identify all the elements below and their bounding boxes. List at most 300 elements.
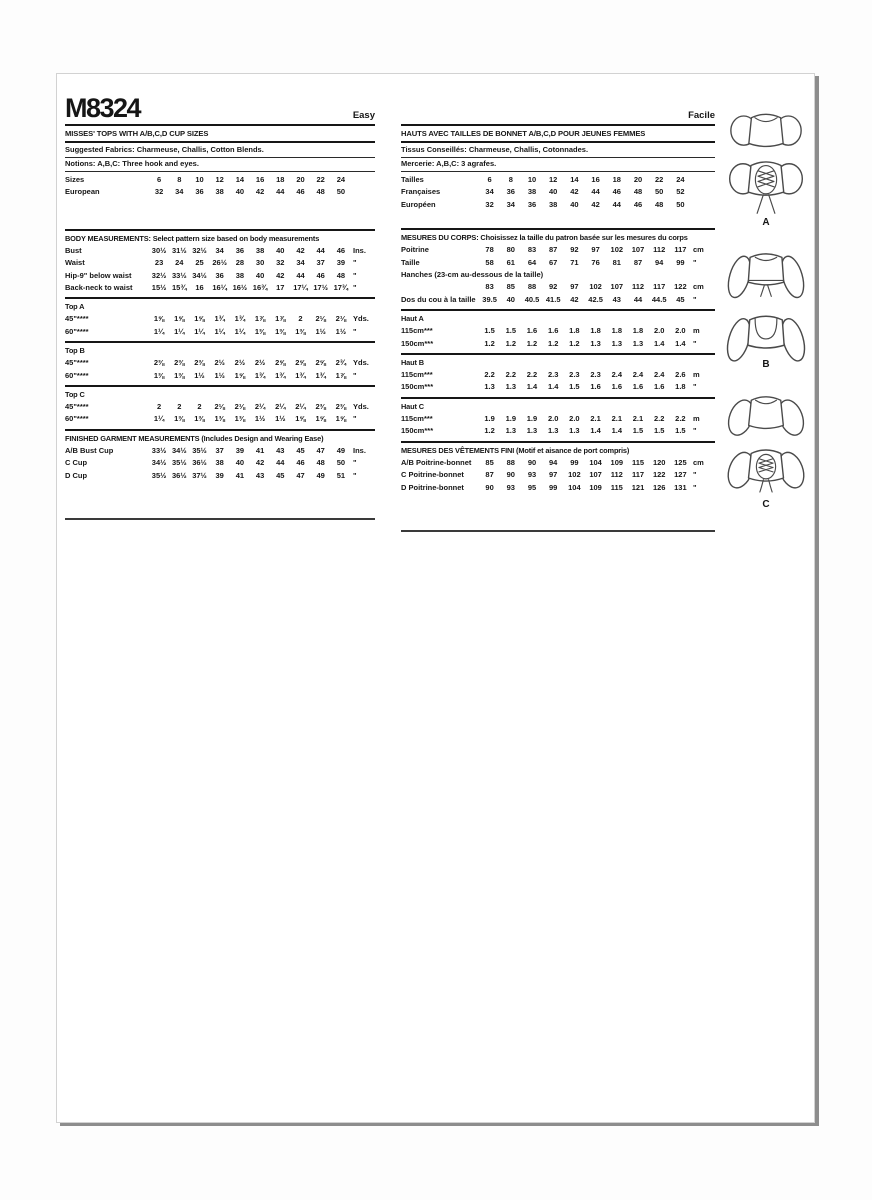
yardage-header-top-c: Top C: [65, 390, 85, 400]
row-value: 40: [549, 187, 558, 197]
row-value: 1⅜: [174, 414, 185, 424]
row-unit: ": [353, 283, 357, 293]
row-value: 2⅝: [315, 358, 326, 368]
row-value: 40: [570, 199, 579, 209]
row-value: 38: [215, 187, 224, 197]
row-unit: Yds.: [353, 358, 369, 368]
row-value: 17¾: [333, 283, 349, 293]
row-label: 45"****: [65, 358, 89, 368]
row-value: 44: [296, 270, 305, 280]
row-value: 1⅞: [275, 314, 286, 324]
yardage-header-top-b: Top B: [65, 346, 85, 356]
row-value: 24: [676, 175, 685, 184]
row-value: 2.4: [632, 370, 644, 380]
row-value: 117: [653, 282, 666, 292]
row-value: 16: [255, 175, 265, 184]
yardage-header-haut-c: Haut C: [401, 401, 424, 411]
row-value: 39: [235, 445, 245, 455]
row-value: 2.1: [611, 413, 622, 423]
table-row: [401, 174, 715, 186]
row-value: 47: [296, 470, 305, 480]
row-value: 1.6: [653, 382, 665, 392]
row-value: 2.2: [653, 413, 665, 423]
row-value: 1.8: [590, 326, 601, 336]
row-value: 1⅝: [234, 370, 246, 380]
row-value: 40: [235, 187, 245, 197]
row-label: A/B Poitrine-bonnet: [401, 457, 472, 467]
row-value: 2¼: [295, 402, 306, 412]
tissus-value: Charmeuse, Challis, Cotonnades.: [468, 144, 589, 154]
row-label: Poitrine: [401, 245, 429, 255]
row-value: 1.9: [505, 413, 516, 423]
row-value: 1.3: [547, 426, 559, 436]
row-label: C Cup: [65, 458, 88, 468]
row-value: 117: [674, 245, 687, 255]
row-label: C Poitrine-bonnet: [401, 470, 464, 480]
row-label: 60"****: [65, 370, 89, 380]
body-measurements-table-fr: [401, 244, 715, 306]
yardage-header-haut-b: Haut B: [401, 358, 424, 368]
row-label: 150cm***: [401, 426, 434, 436]
row-value: 45: [676, 294, 685, 304]
row-value: 131: [674, 482, 687, 492]
table-row: [65, 445, 375, 457]
row-value: 2: [177, 402, 182, 412]
table-row: [65, 270, 375, 282]
row-value: 2⅝: [275, 358, 286, 368]
row-value: 2⅜: [194, 358, 205, 368]
table-row: [65, 470, 375, 482]
row-value: 16¾: [252, 283, 268, 293]
table-row: [65, 313, 375, 325]
row-unit: ": [353, 458, 357, 468]
row-value: 34½: [151, 458, 167, 468]
row-value: 44: [276, 458, 285, 468]
row-unit: ": [353, 470, 357, 480]
yardage-section-top-b: [65, 341, 375, 382]
row-value: 97: [591, 245, 600, 255]
row-value: 1¼: [153, 326, 165, 336]
view-a-label: A: [762, 217, 770, 228]
row-value: 38: [549, 199, 558, 209]
row-value: 87: [549, 245, 558, 255]
row-value: 30½: [151, 245, 167, 255]
table-row: [65, 245, 375, 257]
closing-rule-fr: [401, 530, 715, 532]
row-value: 1.8: [632, 326, 644, 336]
row-value: 1⅜: [174, 370, 185, 380]
row-value: 88: [527, 282, 537, 292]
row-value: 2.1: [590, 413, 601, 423]
row-value: 40: [276, 245, 285, 255]
row-value: 93: [527, 470, 537, 480]
row-value: 30: [255, 258, 265, 268]
row-value: 94: [655, 257, 664, 267]
row-value: 1⅝: [194, 314, 205, 324]
row-value: 36½: [171, 470, 187, 480]
row-value: 22: [316, 175, 325, 184]
finished-garment-table-en: [65, 445, 375, 482]
row-value: 42: [255, 458, 265, 468]
row-value: 44: [316, 245, 325, 255]
row-value: 32½: [151, 270, 167, 280]
row-label: Dos du cou à la taille: [401, 294, 476, 304]
row-value: 50: [676, 199, 685, 209]
row-value: 39.5: [482, 294, 497, 304]
table-row: [65, 186, 375, 198]
row-value: 1¾: [234, 314, 246, 324]
row-value: 99: [676, 257, 685, 267]
row-value: 20: [296, 175, 305, 184]
row-value: 2.2: [505, 370, 516, 380]
row-value: 2.0: [547, 413, 559, 423]
view-c-front-illustration: [725, 389, 807, 441]
row-value: 2.4: [611, 370, 622, 380]
row-value: 81: [612, 257, 621, 267]
table-row: [65, 357, 375, 369]
row-value: 1.8: [569, 326, 580, 336]
row-value: 109: [589, 482, 602, 492]
row-value: 87: [633, 257, 643, 267]
row-value: 1.5: [653, 426, 665, 436]
yardage-section-haut-c: [401, 397, 715, 438]
notions-label: Notions: A,B,C:: [65, 159, 121, 168]
row-label: Hanches (23-cm au-dessous de la taille): [401, 270, 544, 280]
row-value: 102: [589, 282, 602, 292]
row-value: 44: [591, 187, 600, 197]
yardage-section-top-a: [65, 297, 375, 338]
row-value: 83: [527, 245, 537, 255]
row-value: 46: [633, 199, 643, 209]
row-value: 1⅜: [214, 414, 225, 424]
row-label: 115cm***: [401, 326, 433, 336]
row-value: 48: [633, 187, 643, 197]
row-value: 36: [215, 270, 224, 280]
row-value: 117: [631, 470, 645, 480]
yardage-header-top-a: Top A: [65, 302, 85, 312]
row-value: 42: [591, 199, 600, 209]
table-row: [401, 325, 715, 337]
row-value: 36½: [192, 458, 207, 468]
row-value: 18: [276, 175, 285, 184]
row-value: 102: [568, 470, 581, 480]
row-value: 2⅛: [335, 314, 347, 324]
row-value: 1.2: [484, 338, 495, 348]
row-value: 80: [506, 245, 515, 255]
row-value: 2.2: [675, 413, 686, 423]
row-value: 33½: [171, 270, 187, 280]
row-value: 92: [549, 282, 558, 292]
row-label: 45"****: [65, 402, 89, 412]
row-value: 22: [655, 175, 664, 184]
closing-rule-en: [65, 518, 375, 520]
row-value: 2⅛: [214, 402, 225, 412]
row-value: 87: [485, 470, 494, 480]
row-value: 33½: [151, 445, 167, 455]
yardage-section-top-c: [65, 385, 375, 426]
row-value: 90: [527, 457, 537, 467]
row-value: 1.5: [632, 426, 644, 436]
body-measurements-section-fr: [401, 228, 715, 306]
row-value: 1.6: [526, 326, 538, 336]
row-value: 42: [570, 187, 579, 197]
row-value: 2¾: [335, 358, 347, 368]
row-value: 120: [652, 457, 666, 467]
row-value: 6: [157, 175, 162, 184]
row-value: 1.3: [611, 338, 622, 348]
row-value: 2.3: [590, 370, 601, 380]
row-value: 49: [336, 445, 346, 455]
row-value: 1.8: [611, 326, 622, 336]
row-value: 6: [487, 175, 492, 184]
row-unit: m: [693, 326, 700, 336]
row-value: 15¾: [171, 283, 187, 293]
row-value: 1.3: [484, 382, 495, 392]
row-value: 1⅝: [315, 414, 326, 424]
row-value: 1⅝: [153, 314, 165, 324]
row-value: 45: [276, 470, 285, 480]
row-value: 49: [316, 470, 325, 480]
row-label: 150cm***: [401, 338, 434, 348]
table-row: [401, 199, 715, 211]
row-value: 1.5: [569, 382, 580, 392]
row-value: 16: [591, 175, 600, 184]
row-value: 1½: [214, 370, 225, 380]
row-value: 2¼: [254, 402, 266, 412]
row-value: 10: [195, 175, 204, 184]
pattern-envelope-back: [56, 73, 815, 1123]
row-value: 1⅝: [295, 414, 306, 424]
view-c-back-illustration: [725, 443, 807, 499]
row-value: 2⅜: [153, 358, 165, 368]
row-unit: ": [693, 482, 697, 492]
row-unit: ": [693, 382, 697, 392]
row-value: 1½: [275, 414, 286, 424]
row-value: 46: [316, 270, 325, 280]
row-value: 1⅜: [234, 414, 246, 424]
row-value: 2⅛: [315, 314, 326, 324]
row-value: 97: [549, 470, 558, 480]
row-value: 34: [485, 187, 494, 197]
row-value: 1⅝: [335, 414, 347, 424]
row-value: 104: [568, 482, 581, 492]
row-value: 1.2: [569, 338, 580, 348]
row-label: D Poitrine-bonnet: [401, 482, 464, 492]
row-value: 37: [215, 445, 224, 455]
row-value: 46: [336, 245, 346, 255]
row-value: 61: [506, 257, 515, 267]
tissus-line: [401, 143, 715, 158]
row-value: 2.3: [547, 370, 559, 380]
table-row: [65, 401, 375, 413]
row-value: 93: [506, 482, 515, 492]
row-value: 90: [506, 470, 515, 480]
yardage-table-haut-a: [401, 325, 715, 350]
row-value: 2: [157, 402, 162, 412]
row-value: 78: [485, 245, 494, 255]
row-value: 40.5: [524, 294, 540, 304]
row-label: 115cm***: [401, 413, 433, 423]
row-value: 92: [570, 245, 579, 255]
row-value: 40: [255, 270, 265, 280]
row-label: 150cm***: [401, 382, 434, 392]
yardage-table-top-c: [65, 401, 375, 426]
row-label: Tailles: [401, 175, 424, 184]
row-value: 18: [612, 175, 621, 184]
row-unit: ": [693, 470, 697, 480]
row-value: 1¾: [295, 370, 306, 380]
row-label: European: [65, 187, 100, 197]
row-value: 1.6: [632, 382, 644, 392]
row-value: 2.0: [675, 326, 686, 336]
row-value: 14: [570, 175, 579, 184]
row-value: 1¾: [275, 370, 286, 380]
row-value: 1.4: [653, 338, 665, 348]
row-value: 1.4: [590, 426, 601, 436]
table-row: [65, 326, 375, 338]
row-value: 1⅜: [254, 326, 266, 336]
row-value: 12: [549, 175, 558, 184]
row-value: 39: [336, 258, 346, 268]
english-title-bar: MISSES' TOPS WITH A/B,C,D CUP SIZES: [65, 126, 375, 143]
table-row: [65, 174, 375, 186]
row-value: 2⅛: [234, 402, 246, 412]
row-value: 35½: [151, 470, 167, 480]
row-value: 44: [276, 187, 285, 197]
row-value: 102: [610, 245, 624, 255]
row-value: 46: [296, 458, 305, 468]
row-value: 35½: [171, 458, 187, 468]
row-value: 1¼: [194, 326, 205, 336]
row-value: 85: [485, 457, 494, 467]
row-value: 43: [276, 445, 285, 455]
row-value: 1.3: [505, 426, 516, 436]
row-value: 127: [674, 470, 687, 480]
mercerie-value: 3 agrafes.: [461, 159, 497, 168]
row-value: 107: [589, 470, 602, 480]
row-value: 16¼: [212, 283, 227, 293]
row-value: 36: [235, 245, 245, 255]
row-value: 44: [633, 294, 643, 304]
row-value: 1.6: [611, 382, 622, 392]
row-value: 126: [652, 482, 666, 492]
row-label: D Cup: [65, 470, 88, 480]
row-value: 112: [653, 245, 666, 255]
row-value: 17¼: [293, 283, 308, 293]
finished-garment-header-fr: MESURES DES VÊTEMENTS FINI (Motif et aisance de port compris): [401, 445, 630, 455]
table-row: [401, 244, 715, 256]
row-label: 60"****: [65, 414, 89, 424]
row-value: 1.3: [632, 338, 644, 348]
row-value: 99: [549, 482, 558, 492]
table-row: [401, 413, 715, 425]
row-value: 122: [652, 470, 666, 480]
row-value: 2.2: [484, 370, 495, 380]
row-value: 32: [154, 187, 164, 197]
row-value: 16½: [232, 283, 248, 293]
row-value: 2⅜: [335, 402, 347, 412]
sizes-table-en: [65, 174, 375, 199]
row-value: 2⅝: [295, 358, 306, 368]
row-value: 88: [506, 457, 515, 467]
row-value: 1.5: [484, 326, 495, 336]
row-value: 2.1: [632, 413, 644, 423]
table-row: [65, 457, 375, 469]
row-unit: ": [353, 414, 357, 424]
row-value: 112: [610, 470, 623, 480]
row-value: 47: [316, 445, 325, 455]
row-unit: Yds.: [353, 402, 369, 412]
row-value: 2⅜: [174, 358, 185, 368]
title-row-fr: [401, 90, 715, 126]
row-value: 32: [276, 258, 285, 268]
row-value: 48: [316, 187, 325, 197]
french-title-bar: HAUTS AVEC TAILLES DE BONNET A/B,C,D POUR JEUNES FEMMES: [401, 126, 715, 143]
row-unit: ": [353, 270, 357, 280]
row-value: 42.5: [588, 294, 603, 304]
row-value: 115: [631, 457, 645, 467]
table-row: [401, 369, 715, 381]
row-label: Sizes: [65, 175, 85, 184]
body-measurements-header-fr: MESURES DU CORPS: Choisissez la taille du patron basée sur les mesures du corps: [401, 233, 688, 243]
row-value: 97: [570, 282, 579, 292]
row-value: 90: [485, 482, 494, 492]
table-row: [401, 381, 715, 393]
yardage-table-haut-b: [401, 369, 715, 394]
row-value: 14: [235, 175, 245, 184]
row-unit: ": [353, 326, 357, 336]
row-value: 44: [612, 199, 621, 209]
row-value: 1¼: [174, 326, 185, 336]
row-value: 1.3: [569, 426, 580, 436]
row-value: 48: [316, 458, 325, 468]
row-value: 17½: [313, 283, 328, 293]
row-value: 58: [485, 257, 494, 267]
table-row: [401, 186, 715, 198]
row-value: 40: [235, 458, 245, 468]
row-value: 1.5: [505, 326, 516, 336]
row-value: 1.2: [526, 338, 538, 348]
row-value: 20: [633, 175, 643, 184]
row-value: 36: [195, 187, 204, 197]
finished-garment-header-en: FINISHED GARMENT MEASUREMENTS (Includes Design and Wearing Ease): [65, 433, 324, 443]
difficulty-label-en: Easy: [352, 110, 375, 121]
row-value: 36: [527, 199, 537, 209]
row-value: 67: [549, 257, 558, 267]
row-value: 121: [631, 482, 645, 492]
row-value: 24: [336, 175, 346, 184]
row-value: 12: [215, 175, 224, 184]
row-value: 42: [570, 294, 579, 304]
row-value: 37½: [192, 470, 207, 480]
row-value: 1¼: [153, 414, 165, 424]
mercerie-label: Mercerie: A,B,C:: [401, 159, 460, 168]
row-value: 1⅜: [194, 414, 205, 424]
table-row: [401, 469, 715, 481]
finished-garment-table-fr: [401, 457, 715, 494]
row-value: 2¼: [275, 402, 286, 412]
row-label: Hip-9" below waist: [65, 270, 132, 280]
row-value: 1⅝: [174, 314, 185, 324]
row-value: 46: [296, 187, 305, 197]
table-row: [401, 457, 715, 469]
view-b-label: B: [762, 359, 770, 370]
row-value: 1.4: [675, 338, 686, 348]
row-value: 10: [527, 175, 537, 184]
row-value: 64: [527, 257, 537, 267]
row-value: 1½: [315, 326, 326, 336]
row-unit: cm: [693, 245, 704, 255]
